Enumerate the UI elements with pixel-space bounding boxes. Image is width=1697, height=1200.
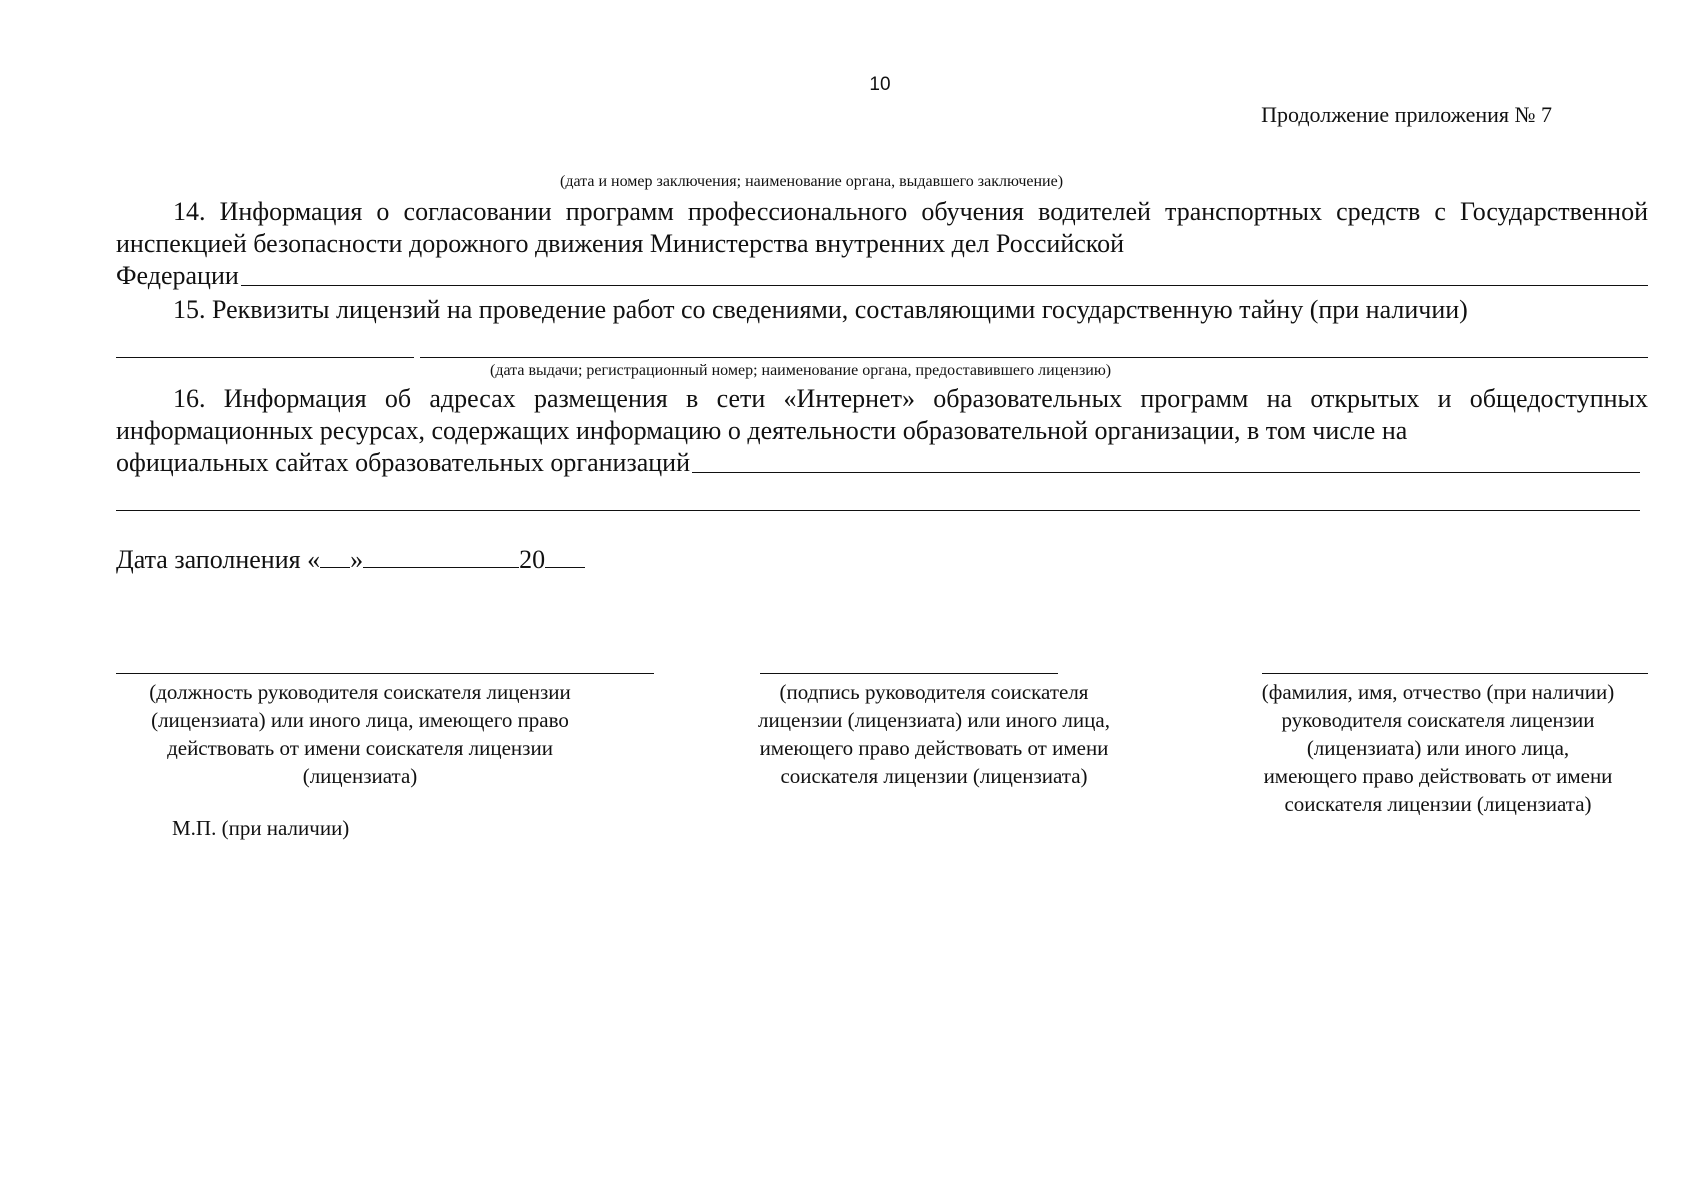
item-14-last-line <box>116 260 1648 292</box>
page-number: 10 <box>869 74 891 95</box>
fill-date-close-quote: » <box>350 545 364 574</box>
item-14 <box>116 196 1648 292</box>
item-16-blank-line[interactable] <box>116 510 1640 511</box>
item-15 <box>116 294 1648 326</box>
fill-date-day-field[interactable] <box>320 547 350 568</box>
license-caption: (дата выдачи; регистрационный номер; наименование органа, предоставившего лицензию) <box>490 362 1112 379</box>
fill-date-label: Дата заполнения « <box>116 545 321 574</box>
fill-date-century: 20 <box>519 545 546 574</box>
signature-line[interactable] <box>760 673 1058 674</box>
conclusion-caption: (дата и номер заключения; наименование органа, выдавшего заключение) <box>560 173 1064 190</box>
item-15-blank-field-long[interactable] <box>420 357 1648 358</box>
item-16-blank-field[interactable] <box>692 472 1640 473</box>
signature-caption: (подпись руководителя соискателя лицензии (лицензиата) или иного лица, имеющего право действовать от имени соискателя лицензии (лицензиата) <box>758 680 1110 788</box>
item-15-blank-field-short[interactable] <box>116 357 414 358</box>
item-15-text: 15. Реквизиты лицензий на проведение работ со сведениями, составляющими государственную тайну (при наличии) <box>173 295 1468 324</box>
fill-date-year-field[interactable] <box>545 547 585 568</box>
name-signature-line[interactable] <box>1262 673 1648 674</box>
position-signature-line[interactable] <box>116 673 654 674</box>
item-14-blank-field[interactable] <box>241 285 1648 286</box>
name-caption: (фамилия, имя, отчество (при наличии) руководителя соискателя лицензии (лицензиата) или иного лица, имеющего право действовать от имени соискателя лицензии (лицензиата) <box>1261 680 1615 816</box>
item-16-last-line <box>116 447 1640 479</box>
fill-date <box>116 545 585 575</box>
item-16-text: 16. Информация об адресах размещения в сети «Интернет» образовательных программ на открытых и общедоступных информационных ресурсах, содержащих информацию о деятельности образовательной организации, в том числе на <box>116 384 1648 445</box>
item-14-last-word: Федерации <box>116 261 239 290</box>
item-14-text: 14. Информация о согласовании программ профессионального обучения водителей транспортных средств с Государственной инспекцией безопасности дорожного движения Министерства внутренних дел Российской <box>116 197 1648 258</box>
appendix-continuation-label: Продолжение приложения № 7 <box>1261 102 1552 127</box>
seal-label: М.П. (при наличии) <box>172 816 350 840</box>
item-16 <box>116 383 1648 479</box>
fill-date-month-field[interactable] <box>363 547 519 568</box>
item-16-last-words: официальных сайтах образовательных организаций <box>116 448 690 477</box>
position-caption: (должность руководителя соискателя лицензии (лицензиата) или иного лица, имеющего право действовать от имени соискателя лицензии (лицензиата) <box>149 680 571 788</box>
